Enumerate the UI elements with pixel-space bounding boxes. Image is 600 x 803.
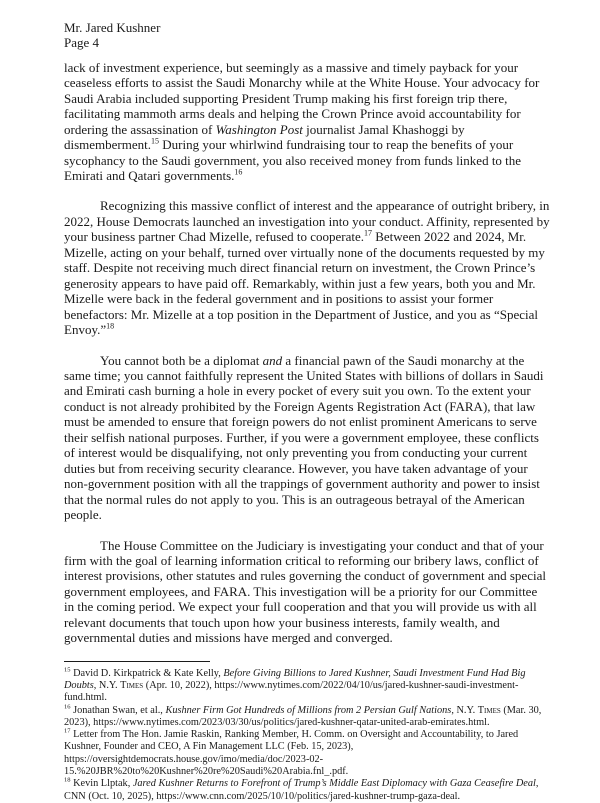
footnote-number: 17 (64, 727, 71, 735)
footnote-citation[interactable]: (Mar. 30, 2023), https://www.nytimes.com/2023/03/30/us/politics/jared-kushner-qatar-united-arab-emirates.html. (64, 704, 542, 728)
footnote-ref-16[interactable]: 16 (234, 167, 243, 177)
paragraph-3 (64, 353, 550, 523)
footnote-url[interactable]: https://oversightdemocrats.house.gov/imo/media/doc/2023-02- (64, 753, 324, 765)
paragraph-2 (64, 198, 550, 337)
footnote-author: David D. Kirkpatrick & Kate Kelly, (70, 667, 224, 679)
italic-emphasis: and (262, 352, 283, 368)
footnote-text: Letter from The Hon. Jamie Raskin, Ranking Member, H. Comm. on Oversight and Accountability, to Jared Kushner, Founder and CEO, A Fin Management LLC (Feb. 15, 2023), (64, 729, 519, 753)
footnote-text: , N.Y. (451, 704, 478, 716)
paragraph-text: You cannot both be a diplomat (100, 352, 263, 368)
footnote-ref-18[interactable]: 18 (106, 321, 115, 331)
paragraph-text: a financial pawn of the Saudi monarchy at the same time; you cannot faithfully represent the United States with billions of dollars in Saudi and Emirati cash burning a hole in every pocket of every suit you own. To the extent your conduct is not already prohibited by the Foreign Agents Registration Act (FARA), that law must be amended to ensure that foreign powers do not enlist prominent Americans to serve their selfish national purposes. Further, if you were a government employee, these conflicts of interest would be disqualifying, not only preventing you from conducting your current duties but from receiving security clearance. However, you have taken advantage of your non-government position with all the trappings of government authority and power to insist that the normal rules do not apply to you. This is an outrageous betrayal of the American people. (64, 352, 544, 523)
page-content (64, 20, 550, 803)
footnote-author: Jonathan Swan, et al., (70, 704, 166, 716)
paragraph-text: The House Committee on the Judiciary is investigating your conduct and that of your firm with the goal of learning information critical to reforming our bribery laws, conflict of interest provisions, other statutes and rules governing the conduct of government and special government employees, and FARA. This investigation will be a priority for our Committee in the coming period. We expect your full cooperation and that you will provide us with all relevant documents that touch upon how your business interests, family wealth, and governmental duties and missions have merged and converged. (64, 537, 546, 646)
paragraph-4 (64, 538, 550, 646)
footnotes (64, 668, 550, 803)
footnote-16 (64, 705, 550, 730)
footnote-url[interactable]: 15.%20JBR%20to%20Kushner%20re%20Saudi%20Arabia.fnl_.pdf. (64, 766, 349, 778)
footnote-17 (64, 729, 550, 778)
footnote-divider (64, 661, 210, 662)
italic-publication: Washington Post (215, 121, 303, 137)
footnote-ref-17[interactable]: 17 (363, 229, 372, 239)
recipient-name: Mr. Jared Kushner (64, 20, 161, 35)
footnote-number: 16 (64, 703, 71, 711)
footnote-ref-15[interactable]: 15 (151, 136, 160, 146)
footnote-text: , N.Y. (93, 679, 121, 691)
footnote-citation[interactable]: (Apr. 10, 2022), https://www.nytimes.com/2022/04/10/us/jared-kushner-saudi-investment-fund.html. (64, 679, 519, 704)
paragraph-text: journalist Jamal Khashoggi by dismemberment. (64, 121, 465, 153)
footnote-number: 15 (64, 666, 71, 674)
footnote-publication: Times (477, 704, 501, 716)
paragraph-text: During your whirlwind fundraising tour to reap the benefits of your sycophancy to the Saudi government, you also received money from funds linked to the Emirati and Qatari governments. (64, 137, 522, 183)
footnote-title: Kushner Firm Got Hundreds of Millions from 2 Persian Gulf Nations (165, 704, 452, 716)
footnote-title: Before Giving Billions to Jared Kushner, Saudi Investment Fund Had Big Doubts (64, 667, 526, 691)
footnote-number: 18 (64, 776, 71, 784)
footnote-15 (64, 668, 550, 705)
paragraph-text: Between 2022 and 2024, Mr. Mizelle, acting on your behalf, turned over virtually none of the documents requested by my staff. Despite not receiving much direct financial return on investment, the Crown Prince’s generosity appears to have paid off. Remarkably, within just a few years, both you and Mr. Mizelle were back in the federal government and in positions to assist your former benefactors: Mr. Mizelle at a top position in the Department of Justice, and you as “Special Envoy.” (64, 229, 545, 338)
page-header (64, 20, 550, 51)
page-number: Page 4 (64, 35, 100, 51)
footnote-author: Kevin Llptak, (70, 778, 133, 790)
footnote-citation[interactable]: , CNN (Oct. 10, 2025), https://www.cnn.com/2025/10/10/politics/jared-kushner-trump-gaza-deal. (64, 778, 539, 802)
paragraph-text: lack of investment experience, but seemingly as a massive and timely payback for your ceaseless efforts to assist the Saudi Monarchy while at the White House. Your advocacy for Saudi Arabia included supporting President Trump making his first foreign trip there, facilitating mammoth arms deals and helping the Crown Prince avoid accountability for ordering the assassination of (64, 59, 540, 137)
footnote-18 (64, 778, 550, 803)
footnote-title: Jared Kushner Returns to Forefront of Trump’s Middle East Diplomacy with Gaza Ceasefire Deal (132, 778, 536, 790)
paragraph-1 (64, 60, 550, 184)
footnote-publication: Times (120, 679, 144, 691)
paragraph-text: Recognizing this massive conflict of interest and the appearance of outright bribery, in 2022, House Democrats launched an investigation into your conduct. Affinity, represented by your business partner Chad Mizelle, refused to cooperate. (64, 198, 550, 245)
